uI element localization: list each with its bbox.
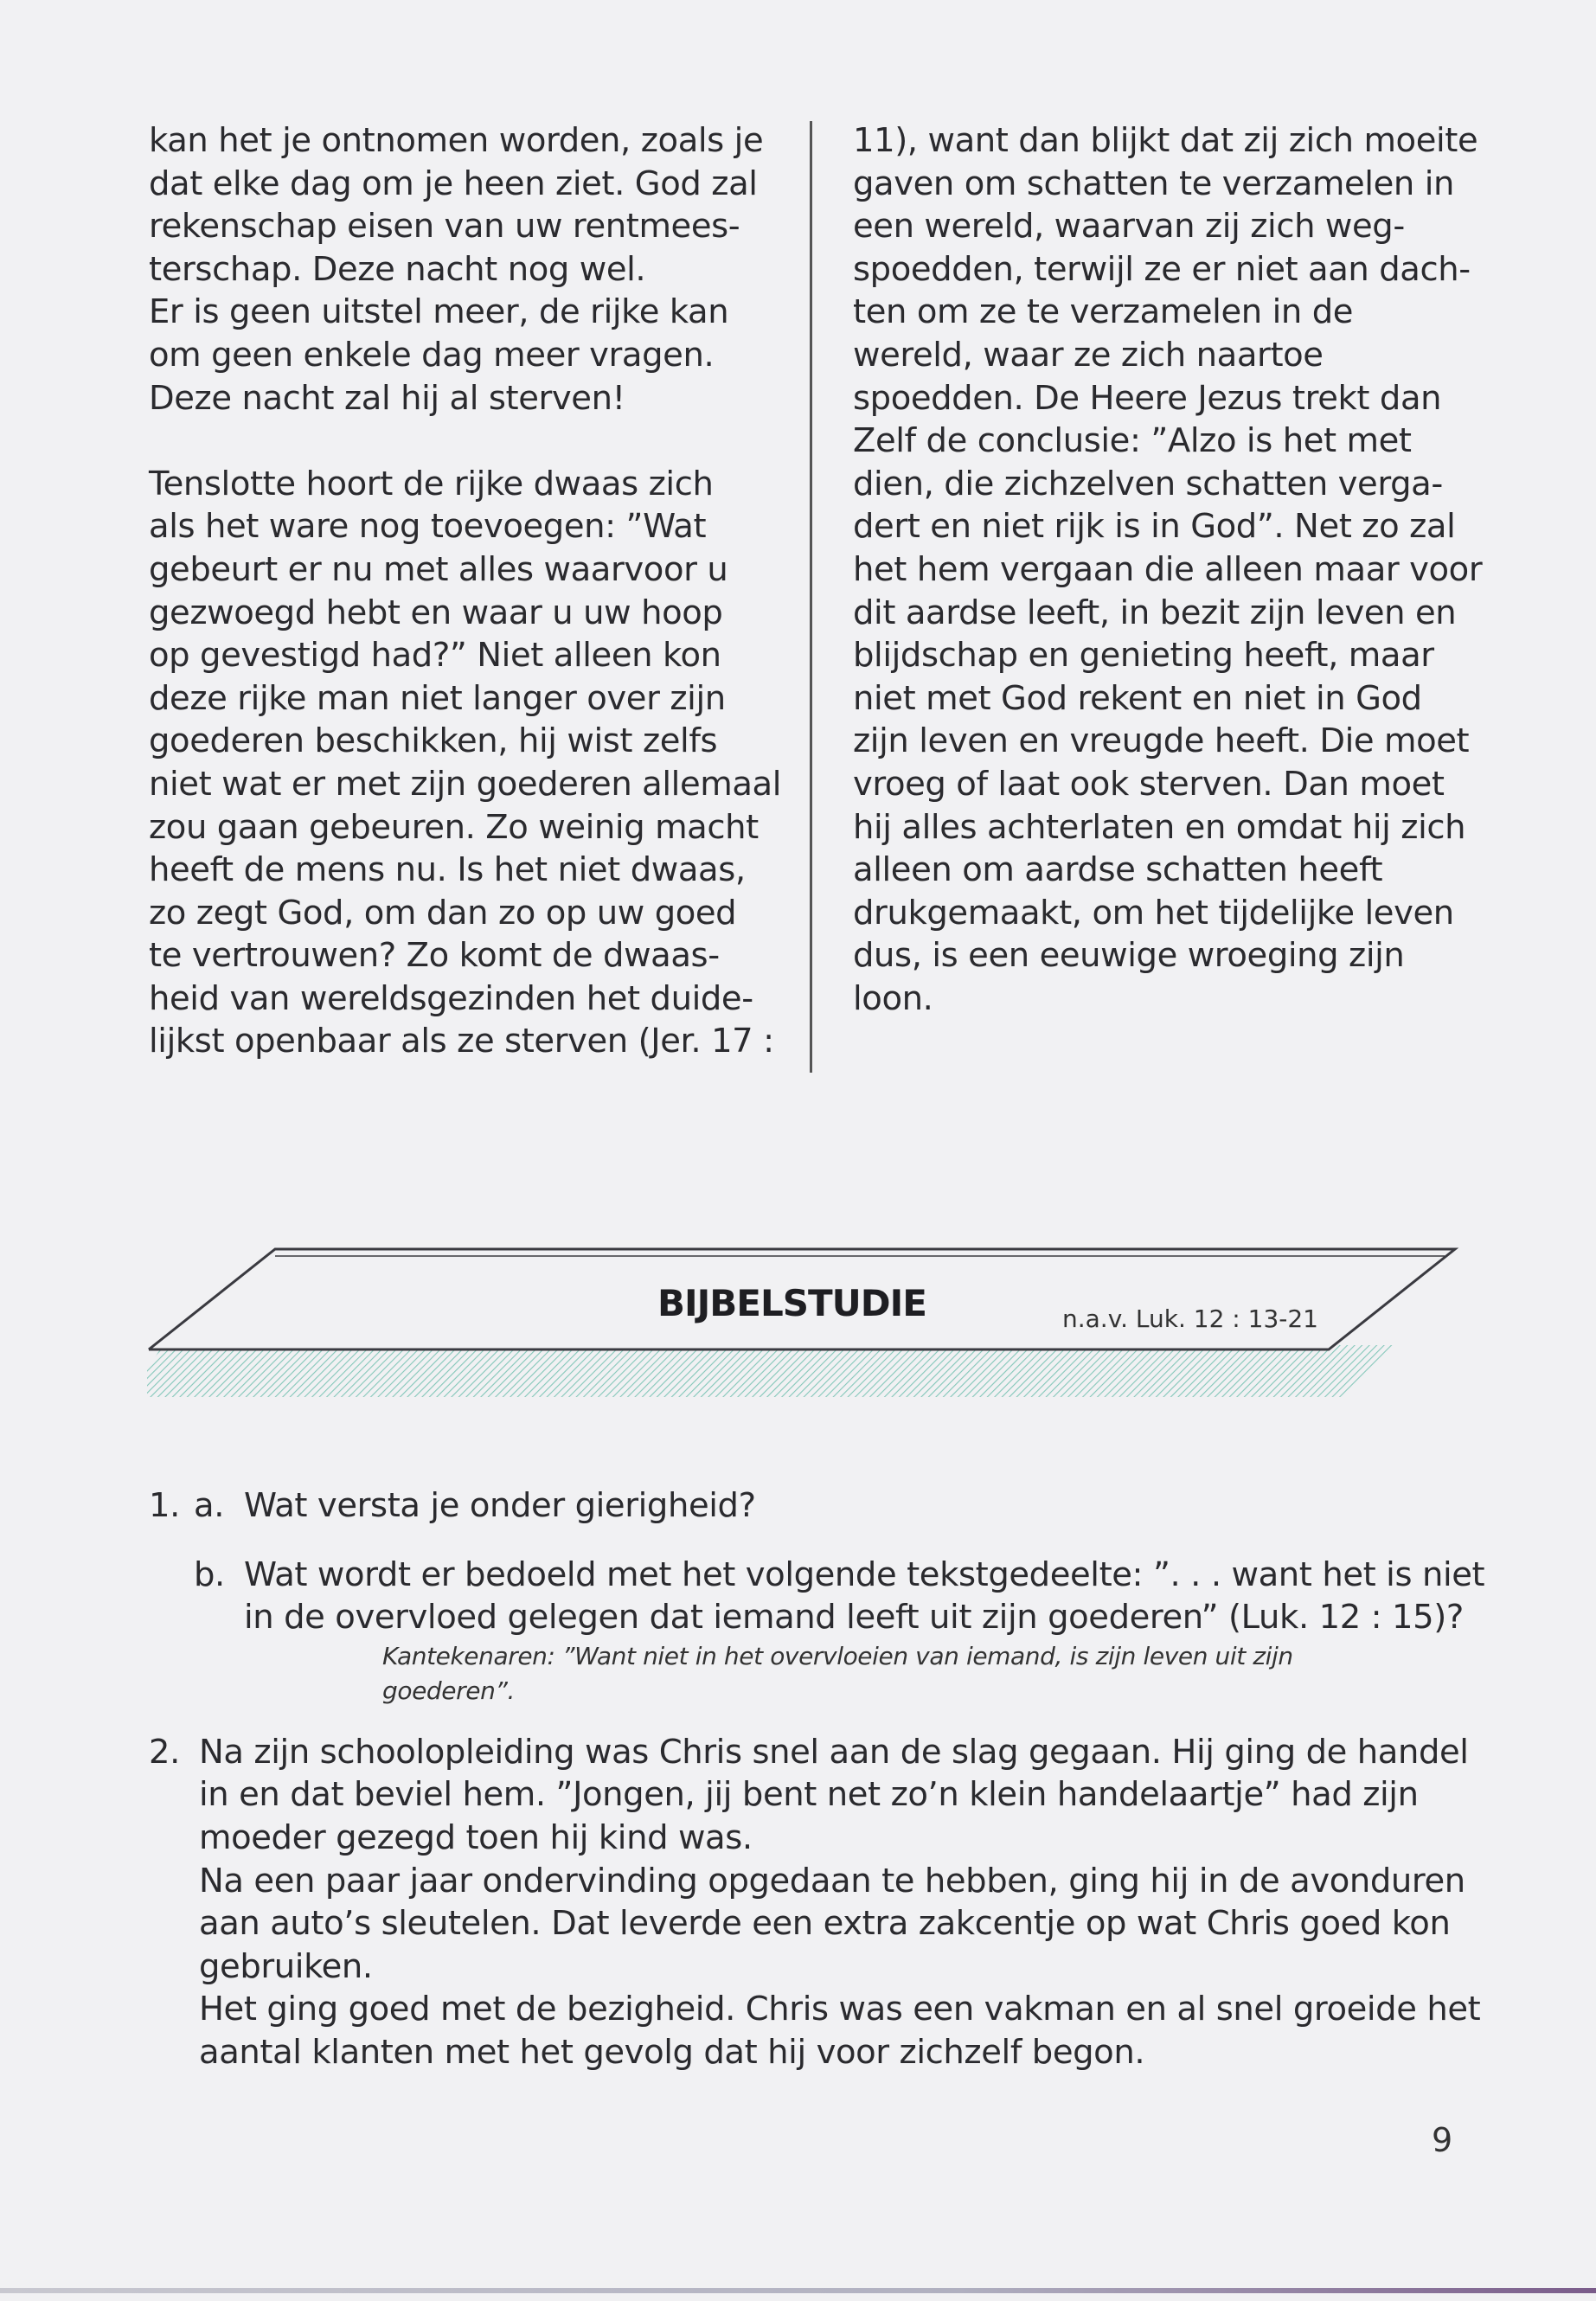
question-sub-label: a. xyxy=(194,1486,225,1525)
text-line: 11), want dan blijkt dat zij zich moeite xyxy=(853,121,1478,160)
text-line: gezwoegd hebt en waar u uw hoop xyxy=(149,593,723,632)
note-line: goederen”. xyxy=(382,1676,516,1705)
text-line: vroeg of laat ook sterven. Dan moet xyxy=(853,764,1445,804)
text-line: op gevestigd had?” Niet alleen kon xyxy=(149,636,721,676)
text-line: gaven om schatten te verzamelen in xyxy=(853,163,1455,203)
banner-reference: n.a.v. Luk. 12 : 13-21 xyxy=(1062,1304,1318,1333)
text-line: Deze nacht zal hij al sterven! xyxy=(149,378,625,418)
text-line: kan het je ontnomen worden, zoals je xyxy=(149,121,764,160)
text-line: een wereld, waarvan zij zich weg- xyxy=(853,207,1405,247)
question-2 xyxy=(149,1731,1481,2074)
left-column xyxy=(149,119,806,1063)
text-line: dat elke dag om je heen ziet. God zal xyxy=(149,163,758,203)
text-line: alleen om aardse schatten heeft xyxy=(853,850,1383,890)
text-line: goederen beschikken, hij wist zelfs xyxy=(149,721,718,761)
text-line: heid van wereldsgezinden het duide- xyxy=(149,978,753,1018)
note-line: Kantekenaren: ”Want niet in het overvloeien van iemand, is zijn leven uit zijn xyxy=(382,1641,1293,1670)
text-line: blijdschap en genieting heeft, maar xyxy=(853,636,1434,676)
column-divider xyxy=(810,121,812,1073)
text-line: zijn leven en vreugde heeft. Die moet xyxy=(853,721,1470,761)
text-line: gebeurt er nu met alles waarvoor u xyxy=(149,549,728,589)
section-banner xyxy=(147,1246,1462,1401)
questions-section xyxy=(149,1484,1485,2074)
text-line: spoedden. De Heere Jezus trekt dan xyxy=(853,378,1442,418)
paragraph-gap xyxy=(149,420,806,463)
text-line: Tenslotte hoort de rijke dwaas zich xyxy=(149,464,714,503)
left-paragraph-1 xyxy=(149,119,806,420)
text-line: het hem vergaan die alleen maar voor xyxy=(853,549,1483,589)
question-text: in de overvloed gelegen dat iemand leeft uit zijn goederen” (Luk. 12 : 15)? xyxy=(244,1598,1464,1638)
text-line: zo zegt God, om dan zo op uw goed xyxy=(149,893,737,933)
text-line: deze rijke man niet langer over zijn xyxy=(149,678,726,718)
text-line: te vertrouwen? Zo komt de dwaas- xyxy=(149,936,720,976)
question-text: Na een paar jaar ondervinding opgedaan te hebben, ging hij in de avonduren xyxy=(199,1861,1465,1900)
question-text: aan auto’s sleutelen. Dat leverde een extra zakcentje op wat Chris goed kon xyxy=(199,1904,1451,1944)
text-line: ten om ze te verzamelen in de xyxy=(853,292,1354,332)
text-line: Zelf de conclusie: ”Alzo is het met xyxy=(853,421,1412,461)
question-1b xyxy=(149,1554,1485,1708)
question-note xyxy=(382,1639,1464,1708)
text-line: lijkst openbaar als ze sterven (Jer. 17 : xyxy=(149,1022,774,1061)
text-line: drukgemaakt, om het tijdelijke leven xyxy=(853,893,1454,933)
bottom-edge xyxy=(0,2288,1596,2293)
page-number: 9 xyxy=(1432,2121,1453,2159)
banner-hatch-shadow xyxy=(147,1345,1393,1397)
text-line: zou gaan gebeuren. Zo weinig macht xyxy=(149,807,759,847)
question-text: Wat wordt er bedoeld met het volgende tekstgedeelte: ”. . . want het is niet xyxy=(244,1554,1485,1594)
banner-title: BIJBELSTUDIE xyxy=(657,1282,926,1324)
text-line: Er is geen uitstel meer, de rijke kan xyxy=(149,292,729,332)
text-line: rekenschap eisen van uw rentmees- xyxy=(149,207,740,247)
question-number: 1. xyxy=(149,1486,180,1525)
question-text: moeder gezegd toen hij kind was. xyxy=(199,1817,753,1857)
text-line: terschap. Deze nacht nog wel. xyxy=(149,249,646,289)
question-number: 2. xyxy=(149,1732,180,1772)
text-line: dert en niet rijk is in God”. Net zo zal xyxy=(853,507,1456,547)
right-column xyxy=(853,119,1483,1020)
question-text: Het ging goed met de bezigheid. Chris was een vakman en al snel groeide het xyxy=(199,1990,1481,2029)
question-text: Na zijn schoolopleiding was Chris snel aan de slag gegaan. Hij ging de handel xyxy=(199,1732,1469,1772)
text-line: om geen enkele dag meer vragen. xyxy=(149,335,715,375)
text-line: loon. xyxy=(853,978,933,1018)
question-text: gebruiken. xyxy=(199,1946,373,1986)
text-line: hij alles achterlaten en omdat hij zich xyxy=(853,807,1466,847)
text-line: dien, die zichzelven schatten verga- xyxy=(853,464,1443,503)
text-line: niet met God rekent en niet in God xyxy=(853,678,1422,718)
text-line: dit aardse leeft, in bezit zijn leven en xyxy=(853,593,1457,632)
text-line: niet wat er met zijn goederen allemaal xyxy=(149,764,782,804)
question-text: aantal klanten met het gevolg dat hij voor zichzelf begon. xyxy=(199,2032,1145,2072)
text-line: heeft de mens nu. Is het niet dwaas, xyxy=(149,850,746,890)
text-line: als het ware nog toevoegen: ”Wat xyxy=(149,507,707,547)
question-1a xyxy=(149,1484,1464,1528)
question-sub-label: b. xyxy=(194,1554,225,1594)
left-paragraph-2 xyxy=(149,463,806,1063)
text-line: wereld, waar ze zich naartoe xyxy=(853,335,1324,375)
text-line: dus, is een eeuwige wroeging zijn xyxy=(853,936,1405,976)
text-line: spoedden, terwijl ze er niet aan dach- xyxy=(853,249,1471,289)
question-text: in en dat beviel hem. ”Jongen, jij bent net zo’n klein handelaartje” had zijn xyxy=(199,1775,1419,1815)
question-text: Wat versta je onder gierigheid? xyxy=(244,1486,756,1525)
